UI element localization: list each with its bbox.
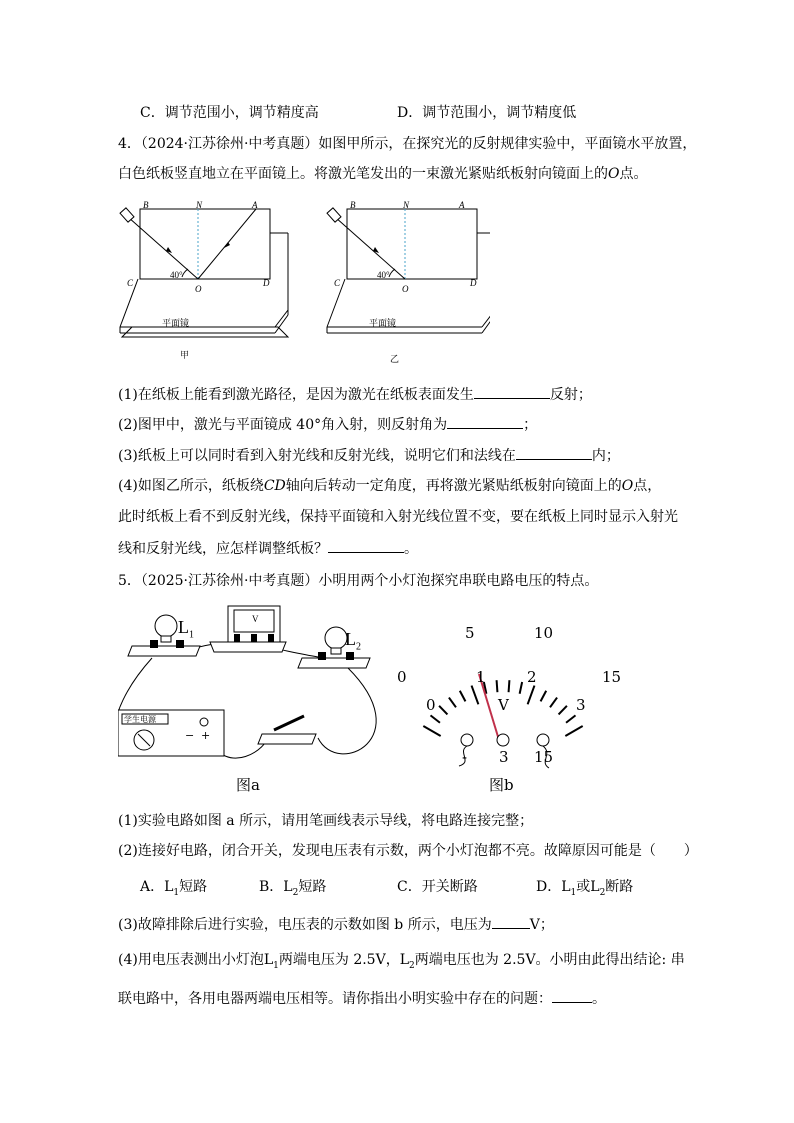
dial-upper-15: 15 — [602, 668, 622, 686]
q5-stem: 5．（2025·江苏徐州·中考真题）小明用两个小灯泡探究串联电路电压的特点。 — [118, 573, 599, 589]
answer-blank-q5-3[interactable] — [492, 914, 530, 929]
mirror-jia — [122, 327, 288, 337]
voltmeter-base — [210, 642, 286, 652]
q4-part1: (1)在纸板上能看到激光路径，是因为激光在纸板表面发生 反射； — [118, 384, 592, 405]
label-B-yi: B — [350, 200, 356, 210]
switch-lever — [274, 716, 304, 730]
label-O-jia: O — [195, 284, 202, 294]
q5-part4-line2: 联电路中，各用电器两端电压相等。请你指出小明实验中存在的问题： 。 — [118, 988, 606, 1009]
dial-tick — [497, 680, 498, 692]
q5-part4-line1: (4)用电压表测出小灯泡$L_1$两端电压为 2.5V，$L_2$两端电压也为 2.5V。小明由此得出结论: 串 — [118, 952, 685, 971]
q4-part4-line1: (4)如图乙所示，纸板绕CD轴向后转动一定角度，再将激光紧贴纸板射向镜面上的O点， — [118, 478, 662, 494]
voltmeter-letter: V — [252, 614, 259, 624]
dial-upper-5: 5 — [465, 624, 475, 642]
label-D-yi: D — [470, 278, 477, 288]
q4-part2: (2)图甲中，激光与平面镜成 40°角入射，则反射角为 ； — [118, 414, 537, 435]
label-O-yi: O — [402, 284, 409, 294]
label-C-yi: C — [334, 278, 341, 288]
terminal-label-minus: - — [462, 748, 468, 766]
dial-upper-0: 0 — [397, 668, 407, 686]
label-angle-yi: 40° — [377, 270, 390, 280]
dial-tick — [439, 706, 447, 715]
terminal-3 — [497, 734, 509, 746]
q4-stem-line1: 4．（2024·江苏徐州·中考真题）如图甲所示，在探究光的反射规律实验中，平面镜水平放置， — [118, 136, 697, 152]
q4-part4-line2: 此时纸板上看不到反射光线，保持平面镜和入射光线位置不变，要在纸板上同时显示入射光 — [118, 509, 678, 525]
switch — [258, 734, 316, 744]
dial-tick — [423, 726, 440, 736]
dial-tick — [460, 691, 466, 702]
dial-lower-0: 0 — [426, 696, 436, 714]
q4-stem-line2: 白色纸板竖直地立在平面镜上。将激光笔发出的一束激光紧贴纸板射向镜面上的O点。 — [118, 166, 648, 182]
dial-tick — [520, 682, 522, 694]
dial-tick — [541, 691, 547, 702]
dial-lower-2: 2 — [527, 668, 537, 686]
bulb-L2-base — [298, 658, 370, 668]
white-board-jia — [140, 209, 270, 279]
q3-option-d: D．调节范围小，调节精度低 — [397, 105, 577, 121]
caption-yi: 乙 — [390, 354, 400, 364]
label-C-jia: C — [127, 278, 134, 288]
q5-option-d[interactable]: D．$L_1$或$L_2$断路 — [536, 879, 634, 898]
caption-fig-b: 图b — [489, 776, 514, 794]
bulb-L1-base — [128, 646, 200, 656]
label-mirror-yi: 平面镜 — [369, 318, 397, 328]
terminal-label-15: 15 — [534, 748, 554, 766]
dial-tick — [449, 698, 456, 708]
terminal-minus — [461, 734, 473, 746]
dial-tick — [559, 706, 567, 715]
q5-figure-a — [118, 598, 380, 798]
terminal-label-3: 3 — [499, 748, 509, 766]
q4-part3: (3)纸板上可以同时看到入射光线和反射光线，说明它们和法线在 内； — [118, 445, 620, 466]
figure-yi — [327, 208, 490, 333]
dial-tick — [528, 686, 535, 705]
dial-upper-10: 10 — [534, 624, 554, 642]
answer-blank-q4-1[interactable] — [474, 384, 550, 399]
bulb-L2 — [325, 627, 347, 649]
dial-tick — [565, 726, 582, 736]
q5-option-c[interactable]: C．开关断路 — [397, 879, 478, 895]
terminal-15 — [537, 734, 549, 746]
answer-blank-q4-2[interactable] — [447, 414, 523, 429]
label-N-yi: N — [403, 200, 410, 210]
supply-label: 学生电源 — [124, 715, 156, 724]
q4-part4-line3: 线和反射光线，应怎样调整纸板？ 。 — [118, 538, 418, 559]
q5-part3: (3)故障排除后进行实验，电压表的示数如图 b 所示，电压为 V； — [118, 914, 554, 935]
dial-tick — [509, 680, 510, 692]
answer-blank-q4-3[interactable] — [516, 445, 592, 460]
label-L1: $L_1$ — [178, 617, 194, 641]
q4-figure — [110, 195, 490, 370]
dial-lower-1: 1 — [476, 668, 486, 686]
bulb-L1 — [155, 615, 177, 637]
label-A-jia: A — [252, 200, 258, 210]
supply-minus: − — [185, 729, 195, 742]
supply-plus: + — [201, 729, 211, 742]
label-L2: $L_2$ — [345, 629, 361, 653]
dial-tick — [431, 715, 440, 722]
figure-jia — [118, 208, 288, 343]
dial-tick — [472, 686, 479, 705]
label-N-jia: N — [196, 200, 203, 210]
answer-blank-q5-4[interactable] — [552, 988, 592, 1003]
q5-part2: (2)连接好电路，闭合开关，发现电压表有示数，两个小灯泡都不亮。故障原因可能是（ ） — [118, 843, 698, 859]
caption-fig-a: 图a — [236, 776, 260, 794]
dial-lower-3: 3 — [576, 696, 586, 714]
label-A-yi: A — [459, 200, 465, 210]
label-angle-jia: 40° — [170, 270, 183, 280]
label-mirror-jia: 平面镜 — [162, 318, 190, 328]
dial-tick — [550, 698, 557, 708]
label-B-jia: B — [143, 200, 149, 210]
answer-blank-q4-4[interactable] — [328, 538, 404, 553]
dial-tick — [566, 715, 575, 722]
caption-jia: 甲 — [180, 350, 190, 360]
q3-option-c: C．调节范围小，调节精度高 — [140, 105, 319, 121]
label-D-jia: D — [263, 278, 270, 288]
q5-part1: (1)实验电路如图 a 所示，请用笔画线表示导线，将电路连接完整； — [118, 813, 534, 829]
q5-option-a[interactable]: A．$L_1$短路 — [140, 879, 208, 898]
q5-option-b[interactable]: B．$L_2$短路 — [259, 879, 327, 898]
dial-unit: V — [498, 696, 509, 714]
